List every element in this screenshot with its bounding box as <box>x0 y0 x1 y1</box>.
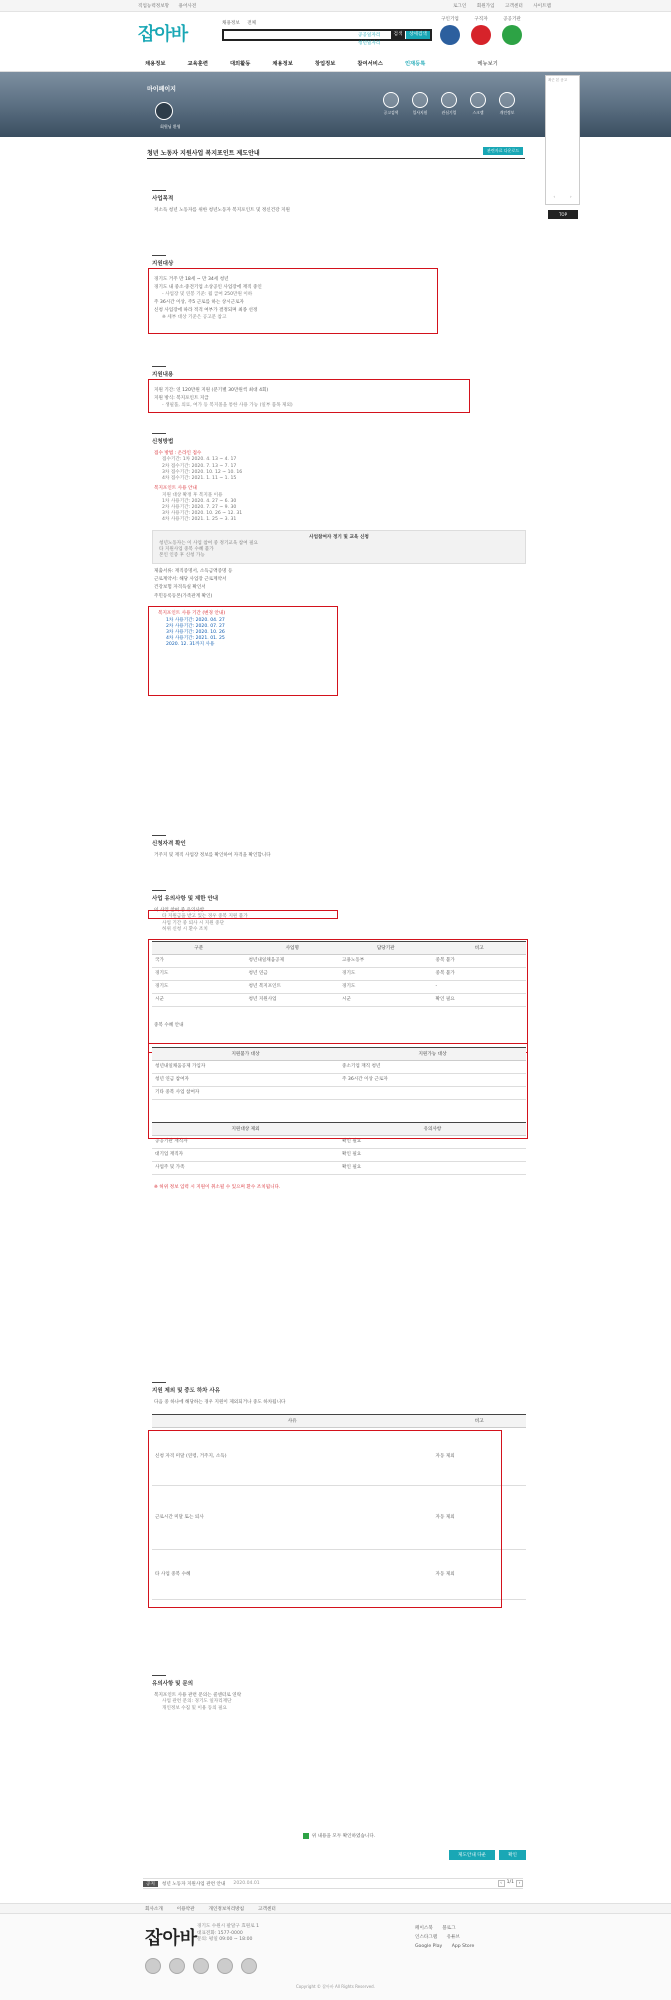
top-link-0[interactable]: 직업능력정보망 <box>138 3 170 9</box>
support-item: 지원 방식: 복지포인트 지급 <box>154 396 209 402</box>
main-nav <box>0 54 671 72</box>
table-row: 대기업 재직자 확인 필요 <box>152 1149 526 1162</box>
apply-line: 4차 사용기간: 2021. 1. 25 ~ 3. 31 <box>162 517 237 523</box>
section-check <box>152 835 526 859</box>
prev-icon[interactable]: ‹ <box>498 1880 505 1887</box>
table-row: 시군 청년 지원사업 시군 확인 필요 <box>152 994 526 1007</box>
page-title: 청년 노동자 지원사업 복지포인트 제도안내 <box>147 150 260 157</box>
warn-text: ※ 허위 정보 입력 시 지원이 취소될 수 있으며 환수 조치됩니다. <box>154 1185 281 1191</box>
notice-item: 복지포인트 사용 관련 문의는 콜센터로 연락 <box>154 1693 242 1698</box>
info-box-title: 사업참여자 정기 및 교육 신청 <box>309 534 369 540</box>
app-store-link[interactable]: App Store <box>451 1944 475 1949</box>
section-title: 사업 유의사항 및 제한 안내 <box>152 890 166 902</box>
avatar[interactable] <box>155 102 173 120</box>
apply-head: 복지포인트 사용 안내 <box>154 486 197 492</box>
footer <box>0 1914 671 2000</box>
cert-mark-icon <box>193 1958 209 1974</box>
hero-title: 마이페이지 <box>147 86 176 93</box>
confirm-checkbox[interactable] <box>303 1833 309 1839</box>
usage-period-box <box>152 606 336 694</box>
nav-item-5[interactable]: 참여서비스 <box>357 60 383 67</box>
apply-line: 2차 사용기간: 2020. 7. 27 ~ 9. 30 <box>162 505 237 511</box>
blog-link[interactable]: 블로그 <box>442 1926 456 1931</box>
quick-item-3[interactable]: 스크랩 <box>469 92 487 116</box>
table-row: 사업주 및 가족 확인 필요 <box>152 1162 526 1175</box>
notice-item: 사업 관련 문의: 경기도 일자리재단 <box>162 1699 232 1705</box>
section-restrict <box>152 890 526 1192</box>
google-play-link[interactable]: Google Play <box>415 1944 443 1949</box>
info-box <box>152 530 526 564</box>
quick-item-0[interactable]: 공고검색 <box>382 92 400 116</box>
hero-user: 회원님 환영 <box>160 124 181 129</box>
exclude-reason-table: 사유 비고 신청 자격 미달 (연령, 거주지, 소득) 자동 제외 근로시간 미달 또는 퇴사 자동 제외 타 사업 중복 수혜 자동 제외 <box>152 1414 526 1600</box>
purpose-text: 저소득 청년 노동자를 위한 청년노동자 복지포인트 및 정신건강 지원 <box>154 208 290 213</box>
info-box-line: 청년노동자는 이 사업 참여 중 정기교육 참여 필요 <box>159 540 258 546</box>
header-icon-company[interactable]: 구인기업 <box>437 16 463 45</box>
recent-viewed-panel <box>545 75 580 205</box>
restrict-table-wrap <box>152 941 526 1007</box>
table-row: 경기도 청년 연금 경기도 중복 불가 <box>152 968 526 981</box>
section-title: 지원내용 <box>152 366 166 378</box>
target-item: 경기도 내 중소·중견기업 소상공인 사업장에 재직 중인 <box>154 285 262 291</box>
signup-link[interactable]: 회원가입 <box>476 3 495 9</box>
apply-line: 4차 접수기간: 2021. 1. 11 ~ 1. 15 <box>162 476 237 482</box>
rec-link-0[interactable]: 공공일자리 <box>358 33 381 38</box>
target-item: 주 36시간 이상, 주5 근로를 하는 상시근로자 <box>154 300 244 306</box>
top-button[interactable]: TOP <box>548 210 578 219</box>
rec-link-1[interactable]: 청년일자리 <box>358 41 381 46</box>
cert-mark-icon <box>169 1958 185 1974</box>
instagram-link[interactable]: 인스타그램 <box>415 1935 438 1940</box>
restrict-table: 구분 사업명 담당기관 비고 국가 청년내일채움공제 고용노동부 중복 불가 경기도 청년 연금 경기도 중복 불가 경기도 청년 복지포인트 경기도 - 시군 청년 지원사업 시군 확인 필요 <box>152 941 526 1007</box>
check-text: 거주지 및 재직 사업장 정보를 확인하여 자격을 확인합니다 <box>154 853 271 858</box>
top-link-1[interactable]: 용어사전 <box>178 3 197 9</box>
apply-line: 2차 접수기간: 2020. 7. 13 ~ 7. 17 <box>162 463 237 469</box>
section-title: 유의사항 및 문의 <box>152 1675 166 1687</box>
usage-line: 2020. 12. 31까지 사용 <box>166 642 215 648</box>
footer-link[interactable]: 개인정보처리방침 <box>208 1906 245 1912</box>
section-title: 사업목적 <box>152 190 166 202</box>
support-item: 지원 기간: 연 120만원 지원 (분기별 30만원씩 최대 4회) <box>154 388 269 393</box>
footer-link[interactable]: 고객센터 <box>258 1906 276 1912</box>
youtube-link[interactable]: 유튜브 <box>446 1935 460 1940</box>
download-button[interactable]: 관련자료 다운로드 <box>483 147 523 155</box>
cert-marks <box>145 1958 265 1974</box>
table-row: 경기도 청년 복지포인트 경기도 - <box>152 981 526 994</box>
dup-table-wrap <box>152 1047 526 1100</box>
top-bar <box>0 0 671 12</box>
search-tab-0[interactable]: 채용정보 <box>222 21 240 26</box>
exclude-reason-wrap <box>152 1414 526 1600</box>
quick-item-4[interactable]: 개인정보 <box>498 92 516 116</box>
apply-line: 접수기간: 1차 2020. 4. 13 ~ 4. 17 <box>162 457 237 463</box>
copyright: Copyright © 잡아바 All Rights Reserved. <box>296 1984 375 1989</box>
nav-item-0[interactable]: 채용정보 <box>145 60 166 67</box>
restrict-note: 타 지원금을 받고 있는 경우 중복 지원 불가 <box>162 914 248 920</box>
usage-line: 3차 사용기간: 2020. 10. 26 <box>166 630 225 636</box>
search-area <box>222 20 432 41</box>
header-icon-public[interactable]: 공공기관 <box>499 16 525 45</box>
confirm-row <box>152 1833 526 1839</box>
table-row: 근로시간 미달 또는 퇴사 자동 제외 <box>152 1486 526 1550</box>
apply-line: 3차 접수기간: 2020. 10. 12 ~ 10. 16 <box>162 469 243 475</box>
target-item: 경기도 거주 만 18세 ~ 만 34세 청년 <box>154 277 229 282</box>
facebook-link[interactable]: 페이스북 <box>415 1926 433 1931</box>
restrict-note: 허위 신청 시 환수 조치 <box>162 926 208 932</box>
confirm-button[interactable]: 확인 <box>499 1850 526 1860</box>
rec-links <box>358 32 380 48</box>
next-icon[interactable]: › <box>516 1880 523 1887</box>
apply-line: 지원 대상 확정 후 복지몰 이용 <box>162 492 223 498</box>
footer-logo: 잡아바 <box>145 1928 198 1949</box>
header-icons <box>432 16 525 45</box>
table-row: 기타 중복 사업 참여자 <box>152 1087 526 1100</box>
footer-link[interactable]: 회사소개 <box>145 1906 163 1912</box>
highlight-box <box>148 910 338 919</box>
nav-item-4[interactable]: 창업정보 <box>314 60 336 67</box>
table-row: 국가 청년내일채움공제 고용노동부 중복 불가 <box>152 955 526 968</box>
footer-info: 경기도 수원시 팔달구 효원로 1 대표전화: 1577-0000 문의: 평일 09:00 ~ 18:00 <box>197 1924 260 1942</box>
quick-menu <box>371 92 516 116</box>
highlight-box <box>148 379 470 413</box>
info-box-line: 타 지원사업 중복 수혜 불가 <box>159 546 214 552</box>
nav-menu-toggle[interactable]: 메뉴보기 <box>477 60 498 67</box>
support-sub: - 생필품, 의료, 여가 등 복지몰을 통한 사용 가능 (일부 품목 제외) <box>162 402 293 408</box>
usage-line: 2차 사용기간: 2020. 07. 27 <box>166 623 225 629</box>
section-title: 지원대상 <box>152 255 166 267</box>
table-row: 공공기관 재직자 확인 필요 <box>152 1136 526 1149</box>
usage-line: 4차 사용기간: 2021. 01. 25 <box>166 636 225 642</box>
exclude-head: 다음 중 하나에 해당하는 경우 지원이 제외되거나 중도 하차됩니다 <box>154 1400 286 1405</box>
doc-line: 주민등록등본(가족관계 확인) <box>154 593 213 599</box>
cs-link[interactable]: 고객센터 <box>505 3 523 9</box>
section-support <box>152 366 526 409</box>
title-divider <box>147 158 525 159</box>
section-title: 신청자격 확인 <box>152 835 166 847</box>
cert-mark-icon <box>217 1958 233 1974</box>
table-row: 신청 자격 미달 (연령, 거주지, 소득) 자동 제외 <box>152 1428 526 1486</box>
search-button[interactable]: 검색 <box>391 31 405 39</box>
footer-link[interactable]: 이용약관 <box>176 1906 195 1912</box>
notice-bar <box>143 1878 523 1889</box>
quick-item-1[interactable]: 입사지원 <box>411 92 429 116</box>
footer-nav <box>0 1903 671 1914</box>
highlight-box <box>148 268 438 334</box>
exclude-table: 지원대상 제외 유의사항 공공기관 재직자 확인 필요 대기업 재직자 확인 필요 사업주 및 가족 확인 필요 <box>152 1122 526 1175</box>
target-item: 신청 사업장에 따라 적격 여부가 결정되며 최종 선정 <box>154 308 258 314</box>
target-sub: ※ 세부 대상 기준은 공고문 참고 <box>162 314 227 320</box>
download-guide-button[interactable]: 제도안내 다운 <box>449 1850 495 1860</box>
apply-line: 1차 사용기간: 2020. 4. 27 ~ 6. 30 <box>162 498 237 504</box>
restrict-note: 사업 기간 중 퇴사 시 지원 중단 <box>162 920 225 926</box>
table-row: 청년 연금 참여자 주 36시간 이상 근로자 <box>152 1074 526 1087</box>
table-row: 타 사업 중복 수혜 자동 제외 <box>152 1550 526 1600</box>
section-target <box>152 255 526 321</box>
login-link[interactable]: 로그인 <box>452 3 467 9</box>
restrict-head: 이 사업 참여 중 유의사항 <box>154 908 205 913</box>
notice-item: 개인정보 수집 및 이용 동의 필요 <box>162 1705 227 1711</box>
sitemap-link[interactable]: 사이트맵 <box>533 3 551 9</box>
doc-line: 건강보험 자격득실 확인서 <box>154 585 206 591</box>
cert-mark-icon <box>241 1958 257 1974</box>
quick-item-2[interactable]: 관심기업 <box>440 92 458 116</box>
notice-tag: 공지 <box>143 1881 158 1887</box>
target-sub: - 사업장 및 연봉 기준: 월 급여 250만원 이하 <box>162 291 253 297</box>
recent-viewed-label: 최근 본 공고 <box>548 78 568 82</box>
doc-line: 근로계약서: 해당 사업장 근로계약서 <box>154 577 227 583</box>
dup-head: 중복 수혜 안내 <box>154 1023 184 1029</box>
section-exclude <box>152 1382 526 1600</box>
cert-mark-icon <box>145 1958 161 1974</box>
footer-social <box>415 1924 482 1951</box>
detail-search-button[interactable]: 상세검색 <box>406 31 430 39</box>
nav-item-talent[interactable]: 인재등록 <box>404 60 426 67</box>
section-notice <box>152 1675 526 1712</box>
apply-head: 접수 방법 : 온라인 접수 <box>154 451 202 456</box>
notice-date: 2020.04.01 <box>233 1881 260 1886</box>
site-logo[interactable]: 잡아바 <box>138 24 188 45</box>
section-title: 지원 제외 및 중도 하차 사유 <box>152 1382 166 1394</box>
header-icon-seeker[interactable]: 구직자 <box>468 16 494 45</box>
section-title: 신청방법 <box>152 433 166 445</box>
nav-item-2[interactable]: 대외활동 <box>229 60 251 67</box>
next-arrow-icon[interactable]: › <box>569 195 572 200</box>
section-apply <box>152 433 526 694</box>
table-row: 청년내일채움공제 가입자 중소기업 재직 청년 <box>152 1061 526 1074</box>
action-buttons <box>445 1850 526 1860</box>
info-box-line: 본인 인증 후 신청 가능 <box>159 552 205 558</box>
search-tab-1[interactable]: 전체 <box>247 21 257 26</box>
confirm-text: 위 내용을 모두 확인하였습니다. <box>311 1834 376 1839</box>
nav-item-1[interactable]: 교육훈련 <box>187 60 208 67</box>
doc-line: 제출서류: 재직증명서, 소득금액증명 등 <box>154 568 233 574</box>
prev-arrow-icon[interactable]: ‹ <box>553 195 556 200</box>
dup-table: 지원불가 대상 지원가능 대상 청년내일채움공제 가입자 중소기업 재직 청년 청년 연금 참여자 주 36시간 이상 근로자 기타 중복 사업 참여자 <box>152 1047 526 1100</box>
nav-item-3[interactable]: 채용정보 <box>272 60 293 67</box>
notice-page: 1/1 <box>506 1880 514 1885</box>
apply-line: 3차 사용기간: 2020. 10. 26 ~ 12. 31 <box>162 511 243 517</box>
section-purpose <box>152 190 526 214</box>
notice-link[interactable]: 청년 노동자 지원사업 관련 안내 <box>161 1881 226 1887</box>
usage-line: 1차 사용기간: 2020. 04. 27 <box>166 617 225 623</box>
usage-head: 복지포인트 사용 기간 (변경 안내) <box>158 611 226 617</box>
header <box>0 12 671 54</box>
